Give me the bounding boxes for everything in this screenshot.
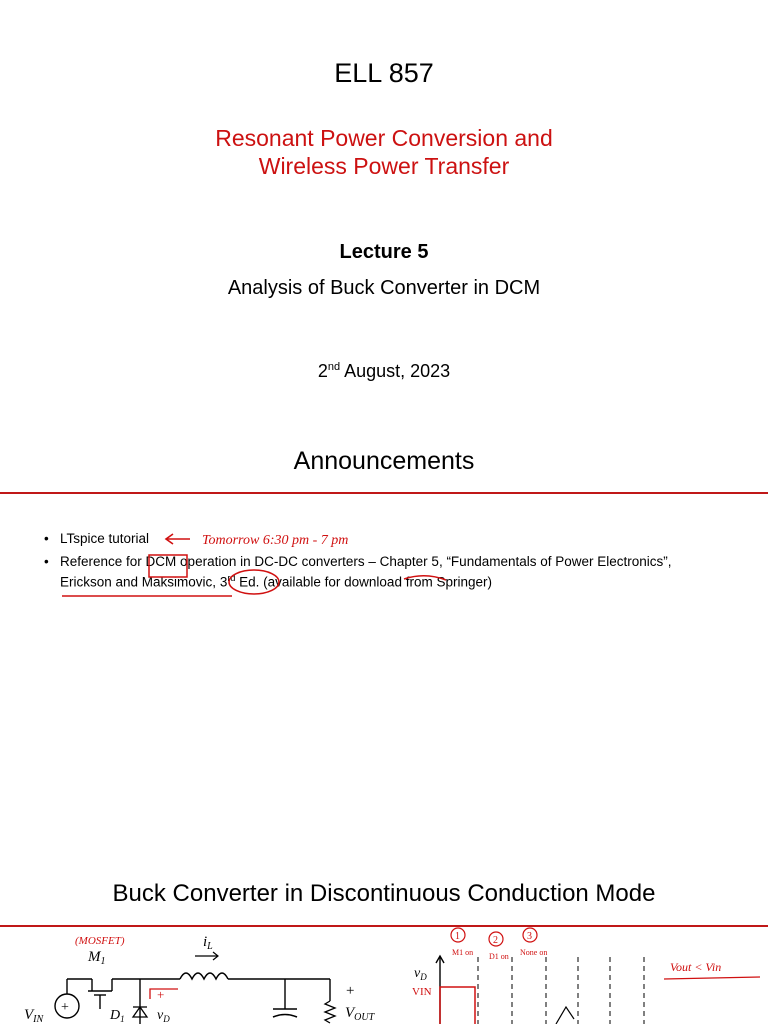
inductor-icon bbox=[180, 973, 228, 979]
edition-circle bbox=[229, 570, 279, 594]
condition-note: Vout < Vin bbox=[670, 960, 722, 974]
svg-text:3: 3 bbox=[527, 931, 532, 942]
chapter-text: Chapter 5 bbox=[379, 554, 439, 569]
tutorial-time-note: Tomorrow 6:30 pm - 7 pm bbox=[202, 533, 349, 548]
course-title-line1: Resonant Power Conversion and bbox=[215, 125, 553, 151]
dcm-box bbox=[149, 555, 187, 577]
svg-text:1: 1 bbox=[455, 931, 460, 942]
vd-waveform bbox=[440, 987, 475, 1024]
vd-label: $v_D$ bbox=[157, 1008, 170, 1024]
buck-converter-diagram bbox=[0, 927, 768, 1024]
announcements-heading: Announcements bbox=[293, 447, 475, 475]
svg-text:+: + bbox=[157, 987, 165, 1002]
il-label: $i_L$ bbox=[203, 934, 213, 952]
graph-vin-label: VIN bbox=[412, 986, 432, 998]
announcement-annotations bbox=[0, 500, 768, 610]
chapter-underline bbox=[404, 576, 446, 580]
dcm-text: DCM bbox=[145, 554, 177, 569]
ltspice-text: LTspice tutorial bbox=[60, 531, 150, 546]
announcement-item: • Reference for DCM operation in DC-DC converters – Chapter 5, “Fundamentals of Power Electronics”, Erickson and Maksimovic, 3rd Ed. (available for download from Springer) bbox=[44, 554, 672, 590]
phase1-label: M1 on bbox=[452, 948, 474, 957]
lecture-number: Lecture 5 bbox=[339, 241, 429, 263]
lecture-subtitle: Analysis of Buck Converter in DCM bbox=[227, 277, 541, 299]
mosfet-note: (MOSFET) bbox=[75, 935, 125, 947]
course-title-line2: Wireless Power Transfer bbox=[258, 153, 510, 179]
graph-vd-label: $v_D$ bbox=[414, 966, 427, 982]
phase2-label: D1 on bbox=[489, 952, 509, 961]
svg-text:2: 2 bbox=[493, 935, 498, 946]
heading-rule bbox=[0, 492, 768, 494]
vin-label: $V_{IN}$ bbox=[24, 1007, 44, 1024]
announcement-item: • LTspice tutorial bbox=[44, 531, 150, 546]
course-code: ELL 857 bbox=[334, 58, 434, 88]
vout-label: $V_{OUT}$ bbox=[345, 1005, 375, 1023]
svg-text:+: + bbox=[61, 1000, 69, 1015]
d1-label: $D_1$ bbox=[110, 1008, 125, 1024]
lecture-date: 2nd August, 2023 bbox=[317, 361, 451, 381]
buck-dcm-heading: Buck Converter in Discontinuous Conduction Mode bbox=[112, 880, 656, 907]
phase3-label: None on bbox=[520, 948, 548, 957]
vout-plus: + bbox=[346, 983, 355, 999]
m1-label: $M_1$ bbox=[88, 949, 106, 967]
